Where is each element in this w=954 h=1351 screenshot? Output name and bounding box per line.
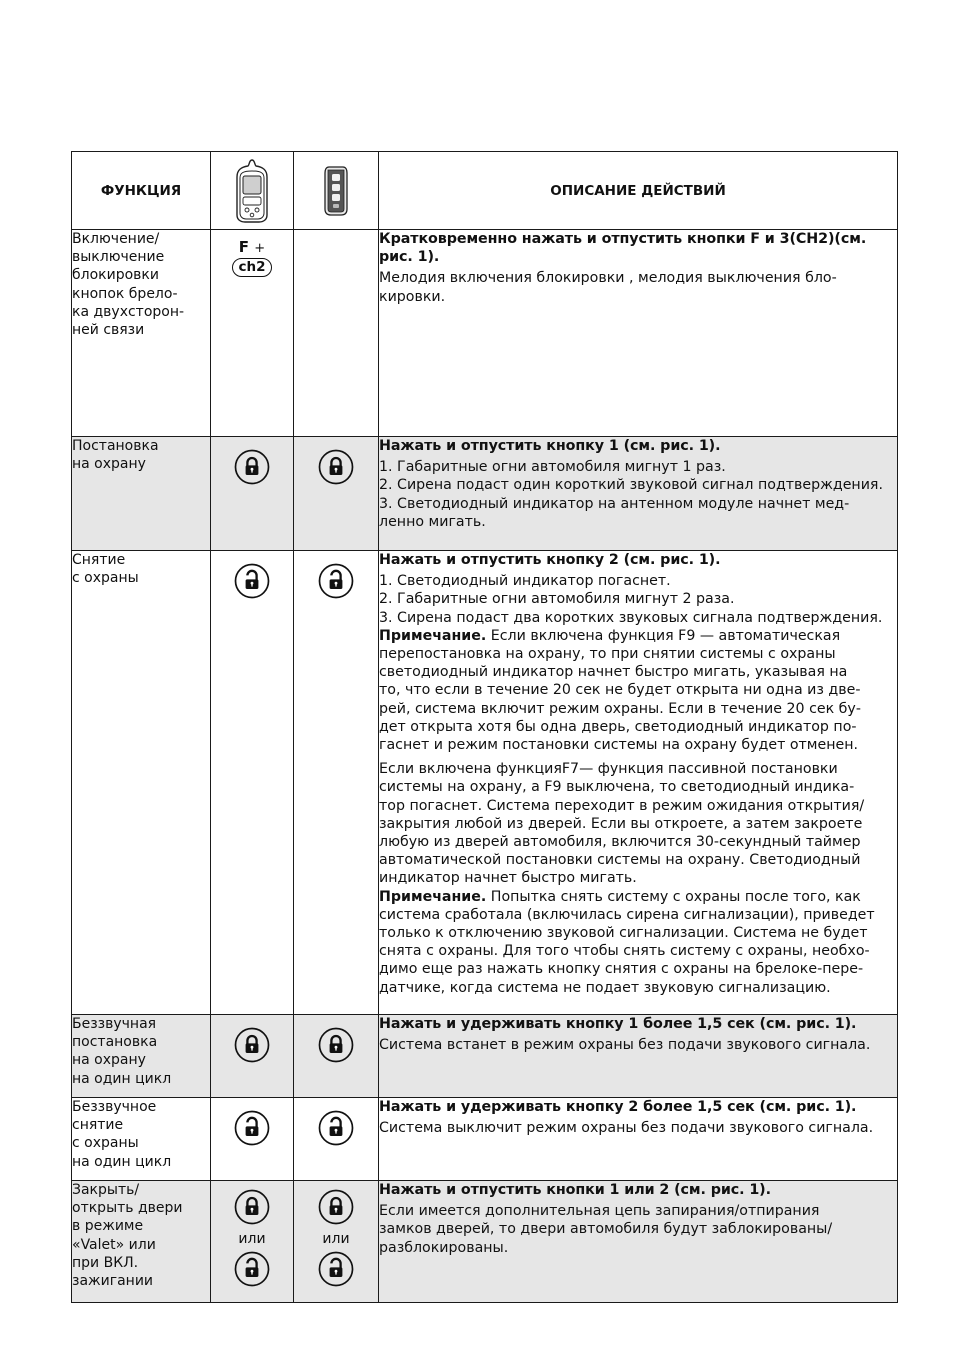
action-title: Нажать и отпустить кнопки 1 или 2 (см. рис. 1). bbox=[379, 1182, 771, 1198]
remote1-cell bbox=[211, 1015, 294, 1098]
remote2-cell bbox=[294, 437, 379, 551]
function-cell: Закрыть/ открыть двери в режиме «Valet» или при ВКЛ. зажигании bbox=[72, 1181, 211, 1303]
lock-closed-icon bbox=[234, 449, 270, 485]
f-plus-key bbox=[211, 238, 293, 256]
description-cell bbox=[379, 230, 898, 437]
lock-closed-icon bbox=[234, 1189, 270, 1225]
description-cell bbox=[379, 1098, 898, 1181]
action-result: Система выключит режим охраны без подачи звукового сигнала. bbox=[379, 1120, 874, 1137]
lock-open-icon bbox=[234, 1251, 270, 1287]
lock-open-icon bbox=[234, 563, 270, 599]
f-key-label: F bbox=[238, 238, 250, 256]
lock-closed-icon bbox=[318, 1189, 354, 1225]
one-way-remote-header bbox=[294, 152, 379, 230]
lock-open-icon bbox=[234, 1110, 270, 1146]
lock-open-icon bbox=[318, 563, 354, 599]
table-row bbox=[72, 551, 898, 1015]
description-column-header: ОПИСАНИЕ ДЕЙСТВИЙ bbox=[379, 152, 898, 230]
action-title: Нажать и удерживать кнопку 2 более 1,5 сек (см. рис. 1). bbox=[379, 1099, 857, 1115]
or-label: или bbox=[238, 1231, 266, 1247]
remote2-cell bbox=[294, 1015, 379, 1098]
ch2-button-badge: ch2 bbox=[232, 258, 271, 277]
functions-table bbox=[71, 151, 898, 1303]
lock-closed-icon bbox=[318, 449, 354, 485]
note-paragraph bbox=[379, 627, 897, 754]
action-result: Мелодия включения блокировки , мелодия выключения бло- кировки. bbox=[379, 270, 837, 305]
description-cell bbox=[379, 1015, 898, 1098]
lock-open-icon bbox=[318, 1110, 354, 1146]
remote1-cell bbox=[211, 1181, 294, 1303]
remote1-cell bbox=[211, 551, 294, 1015]
or-label: или bbox=[322, 1231, 350, 1247]
note-label: Примечание. bbox=[379, 888, 487, 905]
function-column-header: ФУНКЦИЯ bbox=[72, 152, 211, 230]
note-label: Примечание. bbox=[379, 627, 487, 644]
table-row bbox=[72, 437, 898, 551]
lock-open-icon bbox=[318, 1251, 354, 1287]
function-cell: Постановка на охрану bbox=[72, 437, 211, 551]
remote2-cell bbox=[294, 230, 379, 437]
function-cell: Беззвучное снятие с охраны на один цикл bbox=[72, 1098, 211, 1181]
remote1-cell bbox=[211, 1098, 294, 1181]
note-text: Если включена функция F9 — автоматическая перепостановка на охрану, то при снятии системы с охраны светодиодный индикатор начнет быстро мигать, указывая на то, что если в течение 20 сек не будет открыта ни одна из две- рей, система включит режим охраны. Если в течение 20 сек бу- дет открыта хотя бы одна дверь, светодиодный индикатор по- гаснет и режим постановки системы на охрану будет отменен. bbox=[379, 627, 861, 754]
plus-sign: + bbox=[254, 241, 266, 256]
action-title: Нажать и отпустить кнопку 1 (см. рис. 1). bbox=[379, 438, 721, 454]
action-result: Если имеется дополнительная цепь запирания/отпирания замков дверей, то двери автомобиля будут заблокированы/ разблокированы. bbox=[379, 1203, 833, 1256]
function-cell: Беззвучная постановка на охрану на один цикл bbox=[72, 1015, 211, 1098]
remote2-cell bbox=[294, 551, 379, 1015]
remote1-cell bbox=[211, 230, 294, 437]
two-way-remote-icon bbox=[233, 158, 271, 224]
remote2-cell bbox=[294, 1098, 379, 1181]
table-row bbox=[72, 230, 898, 437]
action-result: Система встанет в режим охраны без подачи звукового сигнала. bbox=[379, 1037, 871, 1054]
table-row bbox=[72, 1015, 898, 1098]
description-cell bbox=[379, 551, 898, 1015]
remote2-cell bbox=[294, 1181, 379, 1303]
description-cell bbox=[379, 1181, 898, 1303]
table-row bbox=[72, 1181, 898, 1303]
action-title: Нажать и отпустить кнопку 2 (см. рис. 1). bbox=[379, 552, 721, 568]
one-way-remote-icon bbox=[323, 163, 349, 219]
action-title: Кратковременно нажать и отпустить кнопки F и 3(CH2)(см. рис. 1). bbox=[379, 231, 867, 266]
function-cell: Включение/ выключение блокировки кнопок брело- ка двухсторон- ней связи bbox=[72, 230, 211, 437]
note-paragraph bbox=[379, 888, 897, 997]
remote1-cell bbox=[211, 437, 294, 551]
action-title: Нажать и удерживать кнопку 1 более 1,5 сек (см. рис. 1). bbox=[379, 1016, 857, 1032]
f7-paragraph: Если включена функцияF7— функция пассивной постановки системы на охрану, а F9 выключена, то светодиодный индика- тор погаснет. Система переходит в режим ожидания открытия/ закрытия любой из дверей. Если вы откроете, а затем закроете любую из дверей автомобиля, включится 30-секундный таймер автоматической постановки системы на охрану. Светодиодный индикатор начнет быстро мигать. bbox=[379, 761, 865, 887]
function-cell: Снятие с охраны bbox=[72, 551, 211, 1015]
table-header-row bbox=[72, 152, 898, 230]
two-way-remote-header bbox=[211, 152, 294, 230]
lock-closed-icon bbox=[318, 1027, 354, 1063]
description-cell bbox=[379, 437, 898, 551]
action-result: 1. Светодиодный индикатор погаснет. 2. Габаритные огни автомобиля мигнут 2 раза. 3. Сирена подаст два коротких звуковых сигнала подтверждения. bbox=[379, 573, 883, 626]
action-result: 1. Габаритные огни автомобиля мигнут 1 раз. 2. Сирена подаст один короткий звуковой сигнал подтверждения. 3. Светодиодный индикатор на антенном модуле начнет мед- ленно мигать. bbox=[379, 459, 883, 530]
note-text: Попытка снять систему с охраны после того, как система сработала (включилась сирена сигнализации), приведет только к отключению звуковой сигнализации. Система не будет снята с охраны. Для того чтобы снять систему с охраны, необхо- димо еще раз нажать кнопку снятия с охраны на брелоке-пере- датчике, когда система не подает звуковую сигнализацию. bbox=[379, 888, 875, 996]
table-row bbox=[72, 1098, 898, 1181]
lock-closed-icon bbox=[234, 1027, 270, 1063]
